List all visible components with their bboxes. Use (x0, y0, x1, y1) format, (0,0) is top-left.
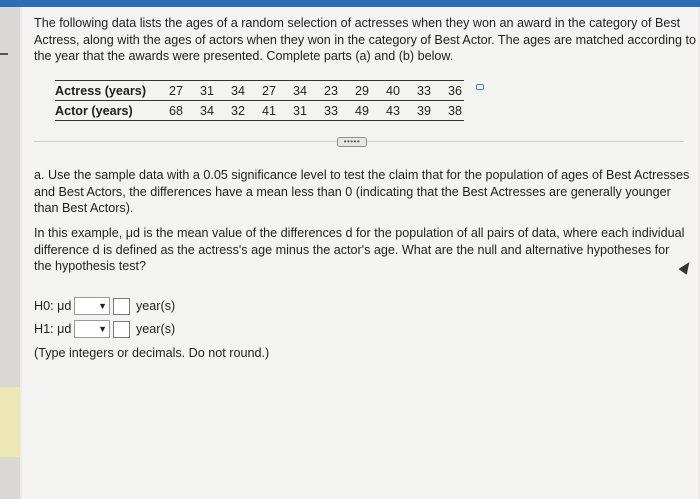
table-row (55, 101, 464, 121)
alternative-hypothesis-row (34, 319, 175, 339)
table-cell: 31 (278, 101, 309, 121)
table-cell: 40 (371, 81, 402, 101)
question-panel (22, 7, 698, 499)
table-cell: 34 (278, 81, 309, 101)
example-text: In this example, μd is the mean value of the differences d for the population of all pairs of data, where each individual difference d is defined as the actress's age minus the actor's age. What are the null and alternative hypotheses for the hypothesis test? (34, 226, 685, 273)
top-bar (0, 0, 700, 7)
table-cell: 41 (247, 101, 278, 121)
h0-operator-dropdown[interactable] (74, 297, 110, 315)
dropdown-arrow-icon: ▼ (98, 301, 107, 311)
table-cell: 33 (402, 81, 433, 101)
table-cell: 38 (433, 101, 464, 121)
copy-table-icon[interactable] (476, 84, 484, 90)
h1-value-input[interactable] (113, 321, 130, 338)
table-cell: 39 (402, 101, 433, 121)
table-cell: 68 (154, 101, 185, 121)
table-cell: 27 (247, 81, 278, 101)
table-cell: 27 (154, 81, 185, 101)
h0-symbol: H0: μd (34, 299, 72, 313)
expand-more-button[interactable]: ••••• (337, 137, 367, 147)
table-cell: 36 (433, 81, 464, 101)
table-cell: 34 (185, 101, 216, 121)
null-hypothesis-row (34, 296, 175, 316)
h1-symbol: H1: μd (34, 322, 72, 336)
table-cell: 43 (371, 101, 402, 121)
h0-value-input[interactable] (113, 298, 130, 315)
data-table (55, 80, 464, 121)
table-cell: 34 (216, 81, 247, 101)
intro-text: The following data lists the ages of a random selection of actresses when they won an award in the category of Best Actress, along with the ages of actors when they won in the category of Best Actor. The ages are matched according to the year that the awards were presented. Complete parts (a) and (b) below. (34, 16, 697, 63)
left-tick (0, 53, 8, 55)
dropdown-arrow-icon: ▼ (98, 324, 107, 334)
table-cell: 32 (216, 101, 247, 121)
table-cell: 23 (309, 81, 340, 101)
highlight-strip (0, 387, 20, 457)
part-a-text: a. Use the sample data with a 0.05 significance level to test the claim that for the population of ages of Best Actresses and Best Actors, the differences have a mean less than 0 (indicating that the Best Actresses are generally younger than Best Actors). (34, 168, 690, 215)
table-cell: 49 (340, 101, 371, 121)
table-cell: 33 (309, 101, 340, 121)
left-margin (0, 7, 20, 499)
row-label: Actress (years) (55, 81, 154, 101)
h1-operator-dropdown[interactable] (74, 320, 110, 338)
instruction-note: (Type integers or decimals. Do not round.) (34, 346, 270, 360)
table-row (55, 81, 464, 101)
table-cell: 31 (185, 81, 216, 101)
h0-unit-label: year(s) (136, 299, 176, 313)
h1-unit-label: year(s) (136, 322, 176, 336)
table-cell: 29 (340, 81, 371, 101)
row-label: Actor (years) (55, 101, 154, 121)
